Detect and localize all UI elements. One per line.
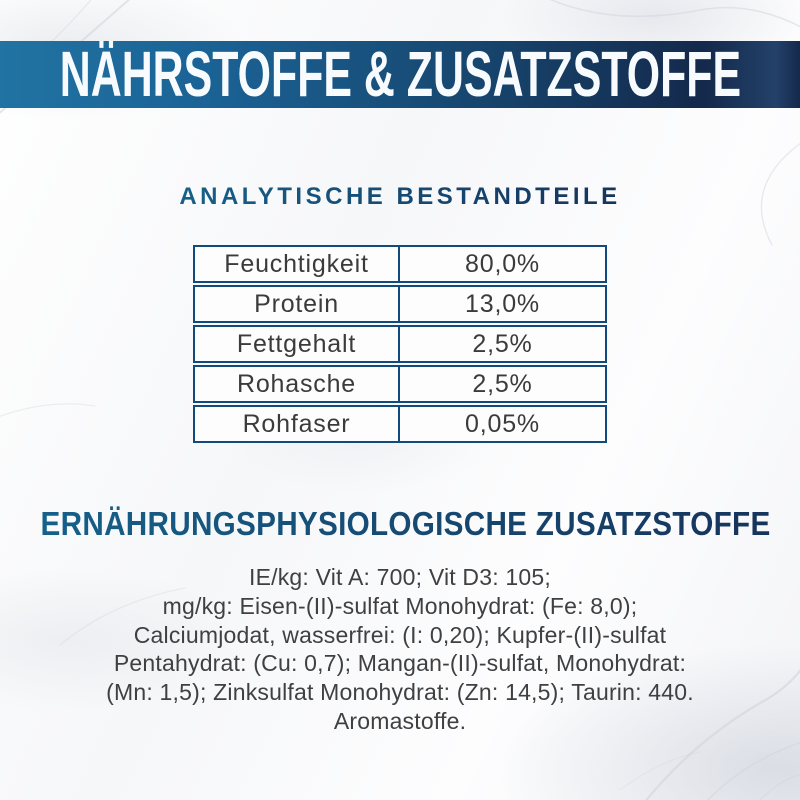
row-value: 0,05% bbox=[398, 407, 605, 441]
analytical-table bbox=[193, 245, 607, 445]
row-label: Fettgehalt bbox=[236, 329, 357, 358]
paragraph-line: Aromastoffe. bbox=[333, 707, 467, 734]
additives-paragraph bbox=[0, 563, 800, 736]
row-label: Rohfaser bbox=[242, 409, 351, 438]
additives-heading: ERNÄHRUNGSPHYSIOLOGISCHE ZUSATZSTOFFE bbox=[40, 505, 771, 542]
row-label: Protein bbox=[254, 289, 339, 318]
paragraph-line: (Mn: 1,5); Zinksulfat Monohydrat: (Zn: 14,5); Taurin: 440. bbox=[106, 679, 694, 706]
table-row bbox=[193, 285, 607, 323]
row-label: Rohasche bbox=[237, 369, 356, 398]
paragraph-line: Calciumjodat, wasserfrei: (I: 0,20); Kupfer-(II)-sulfat bbox=[133, 621, 667, 648]
table-row bbox=[193, 245, 607, 283]
table-row bbox=[193, 405, 607, 443]
table-row bbox=[193, 365, 607, 403]
row-label: Feuchtigkeit bbox=[224, 249, 369, 278]
row-value: 2,5% bbox=[398, 327, 605, 361]
banner-title: NÄHRSTOFFE & ZUSATZSTOFFE bbox=[59, 37, 741, 110]
table-row bbox=[193, 325, 607, 363]
banner bbox=[0, 37, 800, 110]
analytical-heading: ANALYTISCHE BESTANDTEILE bbox=[179, 183, 621, 210]
paragraph-line: mg/kg: Eisen-(II)-sulfat Monohydrat: (Fe: 8,0); bbox=[162, 592, 638, 619]
paragraph-line: IE/kg: Vit A: 700; Vit D3: 105; bbox=[249, 564, 551, 590]
paragraph-line: Pentahydrat: (Cu: 0,7); Mangan-(II)-sulfat, Monohydrat: bbox=[113, 650, 687, 677]
row-value: 2,5% bbox=[398, 367, 605, 401]
row-value: 80,0% bbox=[398, 247, 605, 281]
row-value: 13,0% bbox=[398, 287, 605, 321]
